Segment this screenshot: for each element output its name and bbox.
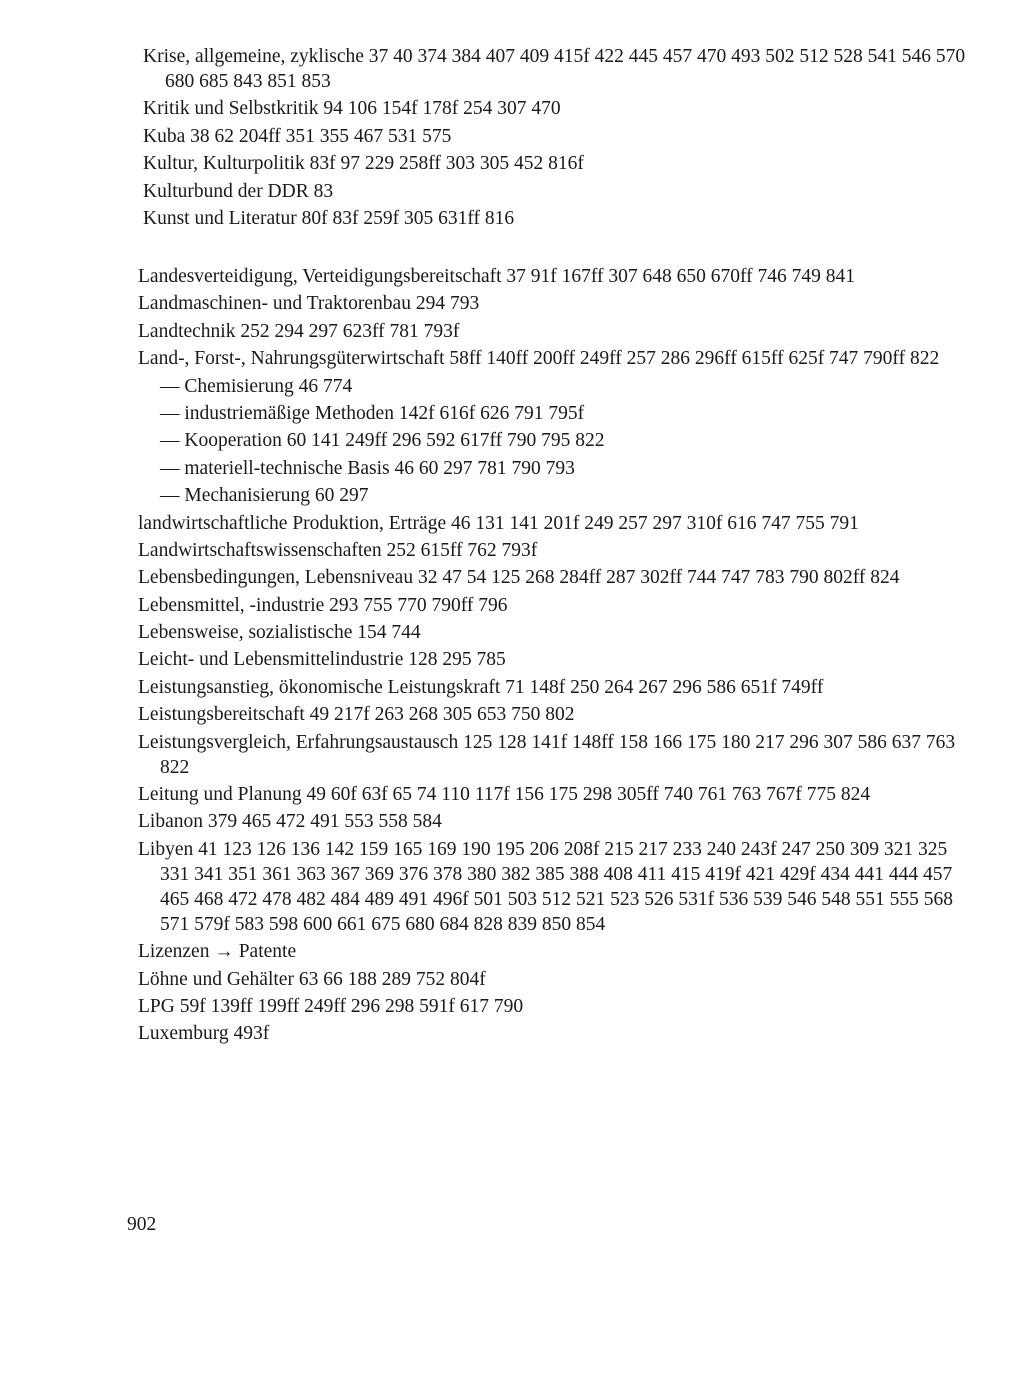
- index-subentry: — Mechanisierung 60 297: [160, 485, 369, 507]
- page-number: 902: [127, 1214, 157, 1235]
- index-subentry: — industriemäßige Methoden 142f 616f 626 791 795f: [160, 402, 585, 424]
- index-entry: Krise, allgemeine, zyklische 37 40 374 384 407 409 415f 422 445 457 470 493 502 512 528 541 546 570 680 685 843 851 853: [143, 46, 966, 92]
- index-entry: Leitung und Planung 49 60f 63f 65 74 110 117f 156 175 298 305ff 740 761 763 767f 775 824: [138, 784, 871, 806]
- index-block-l: [0, 264, 1024, 1049]
- index-subentry: — materiell-technische Basis 46 60 297 781 790 793: [160, 457, 575, 479]
- index-entry: Landmaschinen- und Traktorenbau 294 793: [138, 293, 480, 315]
- index-entry: Lebensweise, sozialistische 154 744: [138, 622, 421, 644]
- index-entry: LPG 59f 139ff 199ff 249ff 296 298 591f 617 790: [138, 995, 524, 1017]
- index-entry: Lebensmittel, -industrie 293 755 770 790ff 796: [138, 594, 508, 616]
- index-block-k: [0, 44, 1024, 233]
- index-entry: Luxemburg 493f: [138, 1023, 270, 1045]
- index-entry: Lebensbedingungen, Lebensniveau 32 47 54 125 268 284ff 287 302ff 744 747 783 790 802ff 824: [138, 567, 900, 589]
- index-entry: Land-, Forst-, Nahrungsgüterwirtschaft 58ff 140ff 200ff 249ff 257 286 296ff 615ff 625f 747 790ff 822: [138, 348, 940, 370]
- index-subentry: — Chemisierung 46 774: [160, 375, 353, 397]
- index-entry: landwirtschaftliche Produktion, Erträge 46 131 141 201f 249 257 297 310f 616 747 755 791: [138, 512, 859, 534]
- index-entry: Landwirtschaftswissenschaften 252 615ff 762 793f: [138, 539, 538, 561]
- index-entry: Kuba 38 62 204ff 351 355 467 531 575: [143, 125, 452, 147]
- index-entry: Libanon 379 465 472 491 553 558 584: [138, 811, 442, 833]
- index-entry: Kultur, Kulturpolitik 83f 97 229 258ff 303 305 452 816f: [143, 153, 584, 175]
- index-entry: Landesverteidigung, Verteidigungsbereitschaft 37 91f 167ff 307 648 650 670ff 746 749 841: [138, 266, 856, 287]
- index-entry: Kunst und Literatur 80f 83f 259f 305 631ff 816: [143, 207, 515, 229]
- index-subentry: — Kooperation 60 141 249ff 296 592 617ff 790 795 822: [160, 430, 605, 452]
- index-entry: Leistungsvergleich, Erfahrungsaustausch 125 128 141f 148ff 158 166 175 180 217 296 307 586 637 763 822: [138, 731, 956, 778]
- index-entry: Kritik und Selbstkritik 94 106 154f 178f 254 307 470: [143, 98, 561, 120]
- index-entry: Libyen 41 123 126 136 142 159 165 169 190 195 206 208f 215 217 233 240 243f 247 250 309 321 325 331 341 351 361 363 367 369 376 378 380 382 385 388 408 411 415 419f 421 429f 434 441 444 457 465 468 472 478 482 484 489 491 496f 501 503 512 521 523 526 531f 536 539 546 548 551 555 568 571 579f 583 598 600 661 675 680 684 828 839 850 854: [138, 838, 953, 935]
- index-entry: Leicht- und Lebensmittelindustrie 128 295 785: [138, 649, 506, 671]
- index-entry: Lizenzen → Patente: [138, 941, 297, 963]
- index-entry: Löhne und Gehälter 63 66 188 289 752 804f: [138, 968, 486, 990]
- index-entry: Leistungsbereitschaft 49 217f 263 268 305 653 750 802: [138, 704, 575, 726]
- index-entry: Kulturbund der DDR 83: [143, 180, 334, 202]
- index-entry: Leistungsanstieg, ökonomische Leistungskraft 71 148f 250 264 267 296 586 651f 749ff: [138, 676, 824, 698]
- index-entry: Landtechnik 252 294 297 623ff 781 793f: [138, 320, 460, 342]
